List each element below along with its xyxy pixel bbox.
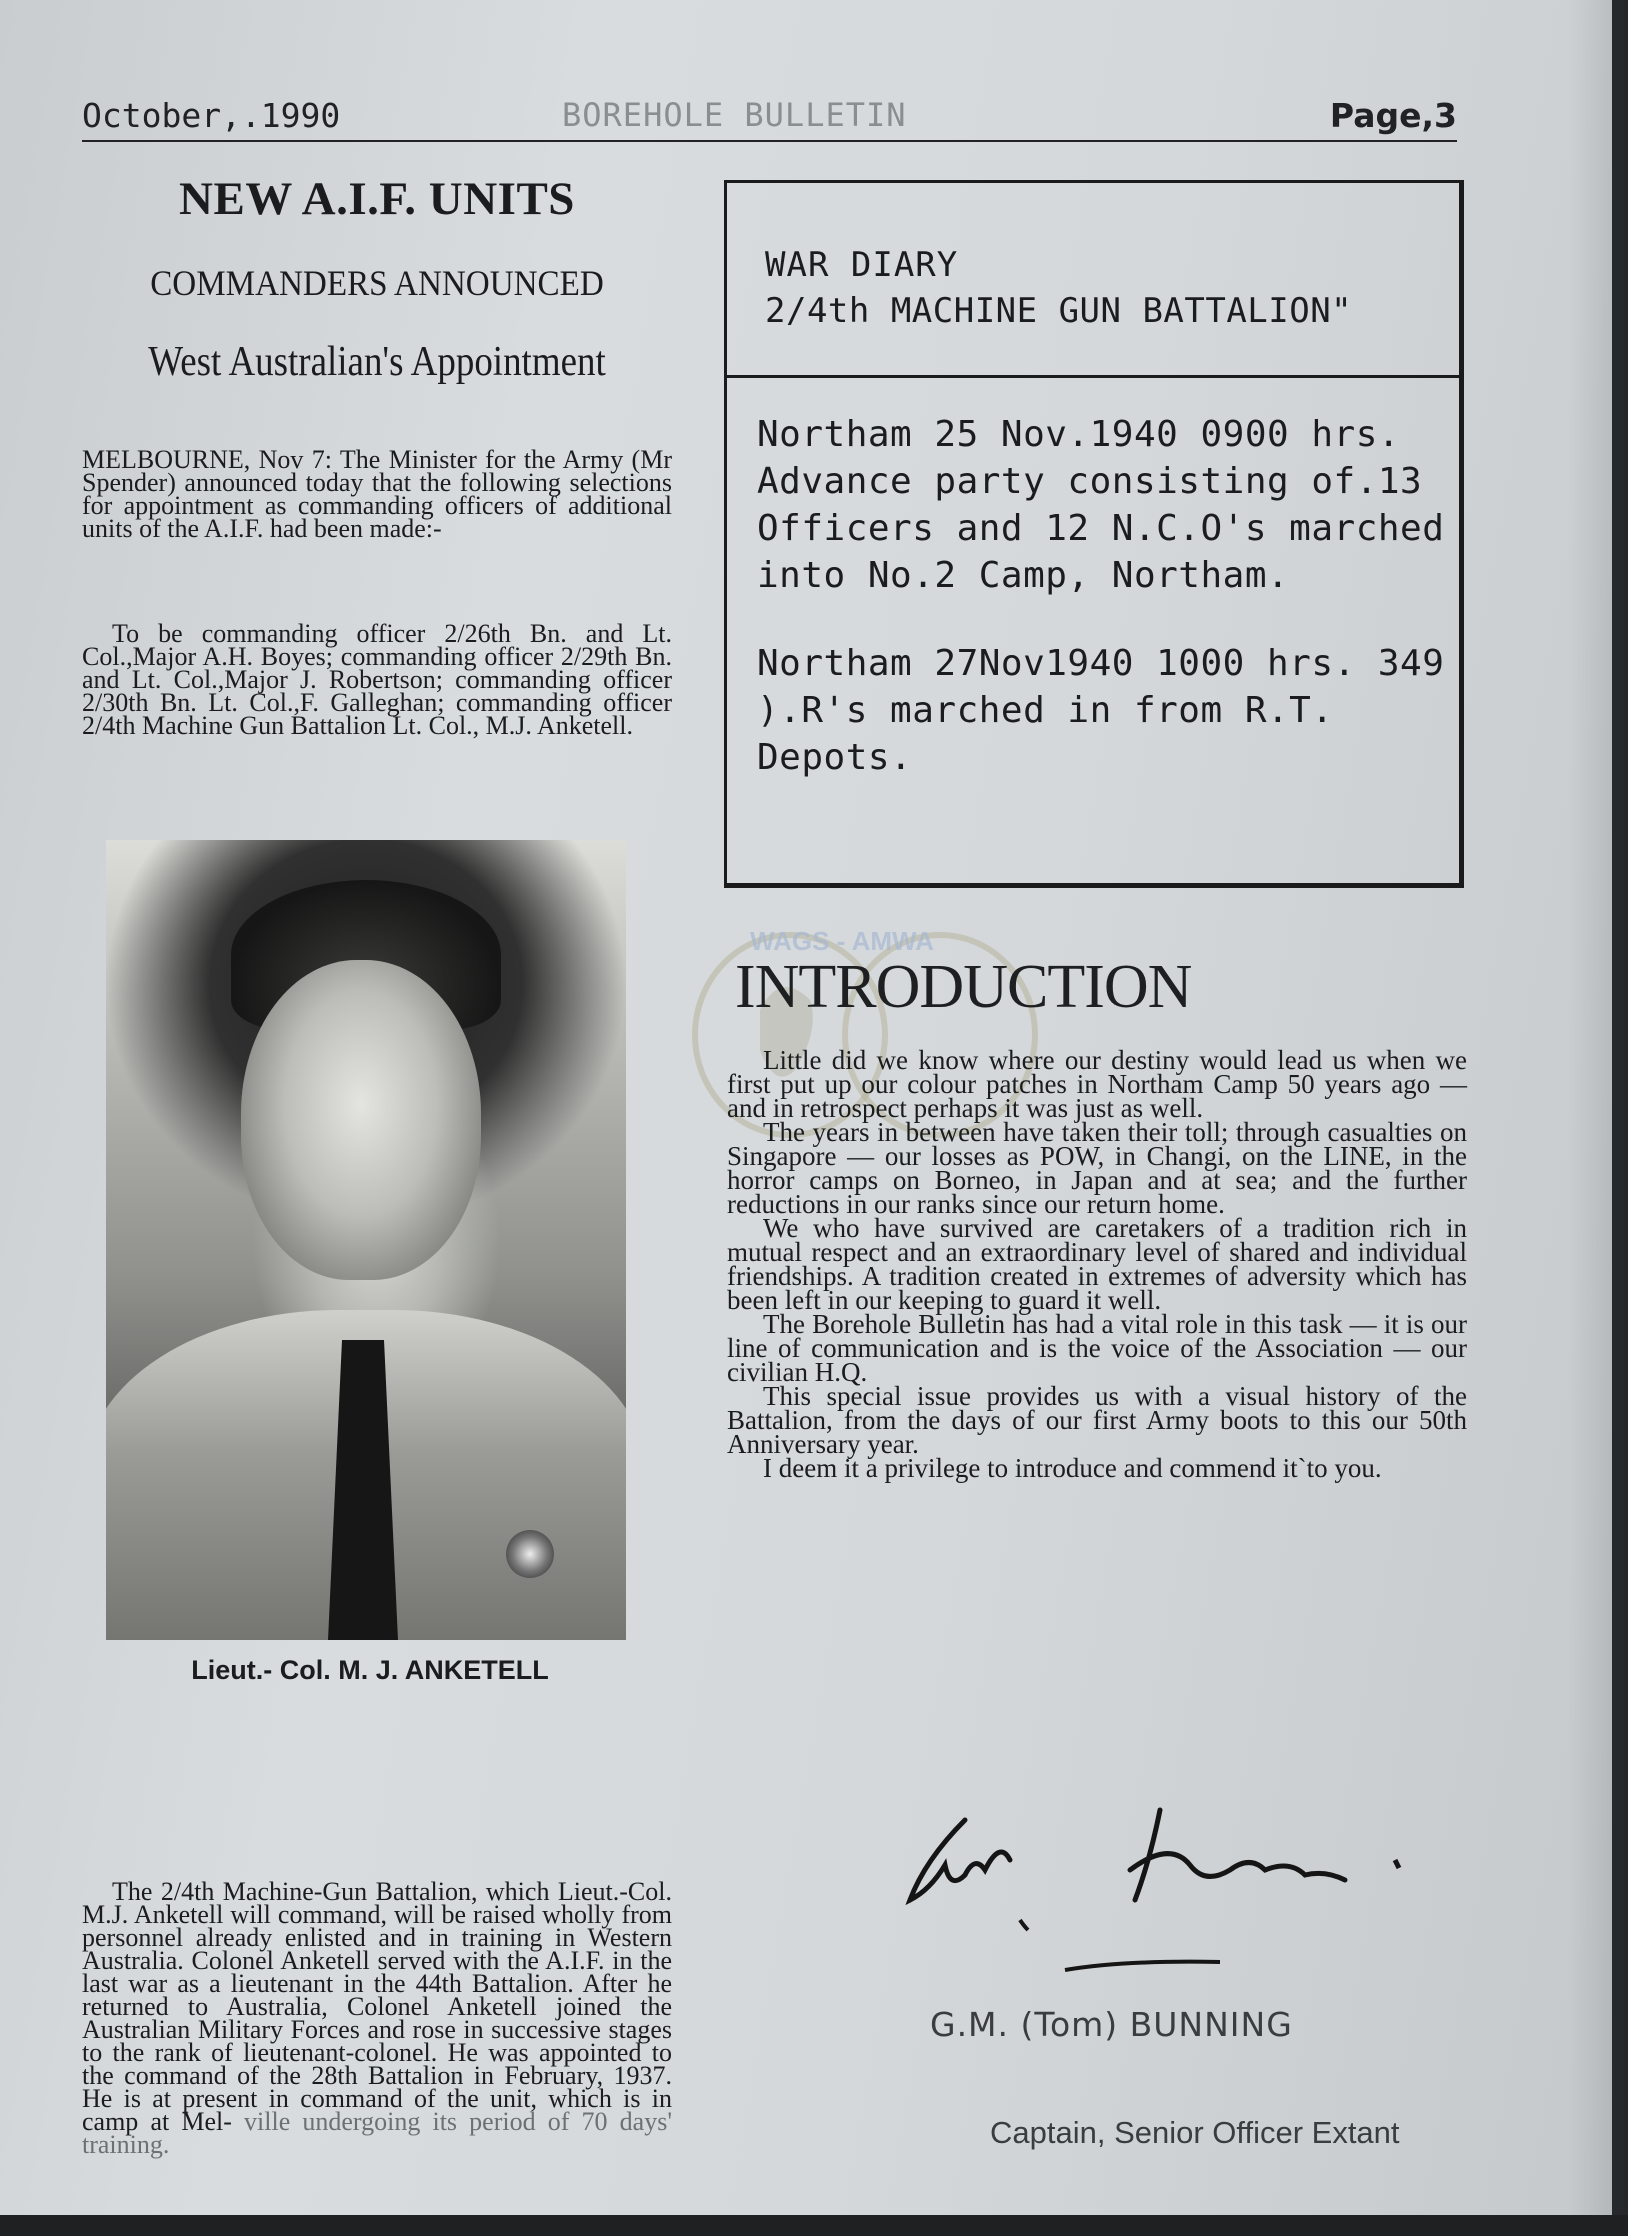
introduction-title: INTRODUCTION	[735, 953, 1192, 1021]
article-paragraph-3-tail: ville undergoing its period of 70 days' training.	[82, 2107, 673, 2159]
intro-paragraph: The years in between have taken their toll; through casualties on Singapore — our losses as POW, in Changi, on the LINE, in the horror camps on Borneo, in Japan and at sea; and the further reductions in our ranks since our return home.	[727, 1117, 1467, 1219]
page-header	[82, 96, 1457, 142]
war-diary-unit: 2/4th MACHINE GUN BATTALION"	[765, 291, 1353, 331]
header-date: October,.1990	[82, 96, 341, 135]
intro-paragraph: We who have survived are caretakers of a tradition rich in mutual respect and an extraordinary level of shared and individual friendships. A tradition created in extremes of adversity which has been left in our keeping to guard it well.	[727, 1213, 1467, 1315]
left-article-column	[82, 172, 673, 2159]
intro-paragraph: Little did we know where our destiny would lead us when we first put up our colour patches in Northam Camp 50 years ago — and in retrospect perhaps it was just as well.	[727, 1045, 1467, 1123]
article-paragraph-3	[82, 1877, 673, 2159]
photo-caption: Lieut.- Col. M. J. ANKETELL	[191, 1655, 549, 1685]
handwritten-signature	[880, 1790, 1480, 1990]
article-subhead-appointment: West Australian's Appointment	[148, 339, 606, 385]
war-diary-box	[724, 180, 1464, 888]
article-paragraph-1: MELBOURNE, Nov 7: The Minister for the Army (Mr Spender) announced today that the following selections for appointment as commanding officers of additional units of the A.I.F. had been made:-	[82, 445, 672, 543]
war-diary-entry: Northam 25 Nov.1940 0900 hrs. Advance party consisting of.13 Officers and 12 N.C.O's marched into No.2 Camp, Northam.	[757, 414, 1445, 596]
signatory-name: G.M. (Tom) BUNNING	[930, 2005, 1293, 2044]
article-paragraph-2: To be commanding officer 2/26th Bn. and Lt. Col.,Major A.H. Boyes; commanding officer 2/29th Bn. and Lt. Col.,Major J. Robertson; commanding officer 2/30th Bn. Lt. Col.,F. Galleghan; commanding officer 2/4th Machine Gun Battalion Lt. Col., M.J. Anketell.	[82, 619, 672, 740]
intro-paragraph: I deem it a privilege to introduce and commend it`to you.	[763, 1453, 1382, 1483]
article-headline: NEW A.I.F. UNITS	[179, 173, 575, 225]
scan-background-band	[0, 2215, 1628, 2236]
signatory-rank: Captain, Senior Officer Extant	[990, 2115, 1400, 2150]
intro-paragraph: This special issue provides us with a visual history of the Battalion, from the days of our first Army boots to this our 50th Anniversary year.	[727, 1381, 1467, 1459]
header-publication-title: BOREHOLE BULLETIN	[562, 96, 907, 134]
introduction-body	[727, 1045, 1467, 1483]
header-page-number: Page,3	[1329, 96, 1457, 135]
portrait-badge	[506, 1530, 554, 1578]
war-diary-heading	[727, 183, 1459, 378]
article-subhead: COMMANDERS ANNOUNCED	[150, 263, 604, 303]
article-paragraph-3-text: The 2/4th Machine-Gun Battalion, which Lieut.-Col. M.J. Anketell will command, will be raised wholly from personnel already enlisted and in training in Western Australia. Colonel Anketell served with the A.I.F. in the last war as a lieutenant in the 44th Battalion. After he returned to Australia, Colonel Anketell joined the Australian Military Forces and rose in successive stages to the rank of lieutenant-colonel. He was appointed to the command of the 28th Battalion in February, 1937. He is at present in command of the unit, which is in camp at Mel-	[82, 1877, 672, 2136]
portrait-face	[241, 960, 481, 1280]
war-diary-title: WAR DIARY	[765, 245, 959, 285]
intro-paragraph: The Borehole Bulletin has had a vital role in this task — it is our line of communication and is the voice of the Association — our civilian H.Q.	[727, 1309, 1467, 1387]
war-diary-entry: Northam 27Nov1940 1000 hrs. 349 ).R's marched in from R.T. Depots.	[757, 643, 1445, 778]
watermark-text: WAGS - AMWA	[750, 926, 934, 956]
page-edge-shadow	[1568, 0, 1628, 2215]
portrait-photo	[106, 840, 626, 1640]
